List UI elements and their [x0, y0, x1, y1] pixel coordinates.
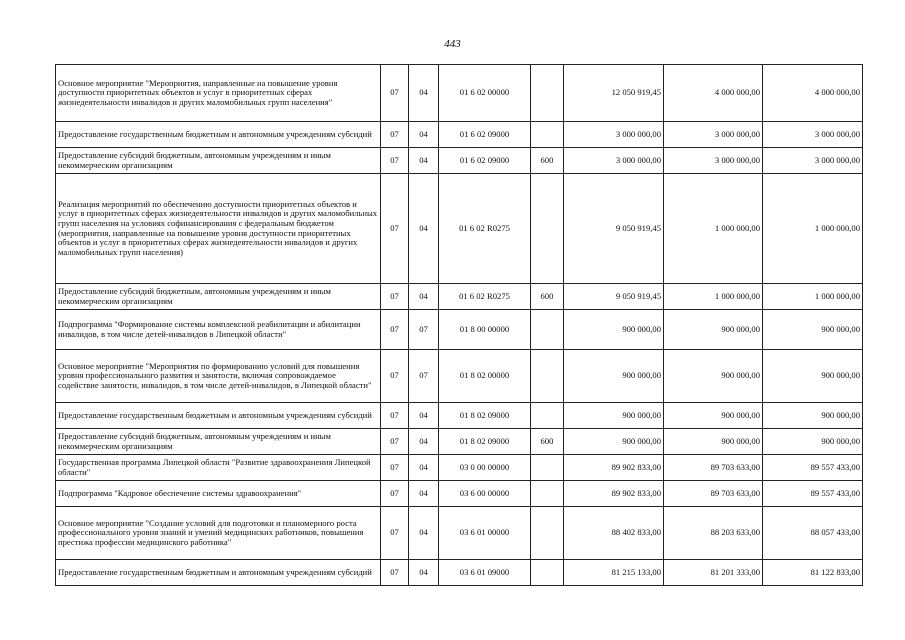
row-expense-type: [531, 481, 564, 507]
table-row: [56, 174, 863, 284]
table-row: [56, 455, 863, 481]
row-target-article: 03 0 00 00000: [439, 455, 531, 481]
row-amount-year1: 12 050 919,45: [564, 65, 664, 122]
row-name: Основное мероприятие "Создание условий для подготовки и планомерного роста профессионального уровня знаний и умений медицинских работников, повышения престижа профессии медицинского работника": [56, 507, 381, 560]
row-expense-type: [531, 350, 564, 403]
row-amount-year1: 900 000,00: [564, 403, 664, 429]
row-section: 07: [381, 507, 409, 560]
row-amount-year1: 9 050 919,45: [564, 174, 664, 284]
page-number: 443: [444, 38, 461, 50]
row-target-article: 01 8 02 09000: [439, 403, 531, 429]
row-subsection: 04: [409, 65, 439, 122]
row-subsection: 04: [409, 174, 439, 284]
row-target-article: 01 6 02 R0275: [439, 174, 531, 284]
row-target-article: 01 6 02 09000: [439, 148, 531, 174]
row-expense-type: 600: [531, 429, 564, 455]
row-name: Подпрограмма "Формирование системы комплексной реабилитации и абилитации инвалидов, в том числе детей-инвалидов в Липецкой области": [56, 310, 381, 350]
row-name: Реализация мероприятий по обеспечению доступности приоритетных объектов и услуг в приоритетных сферах жизнедеятельности инвалидов и других маломобильных групп населения на условиях софинансирования с федеральным бюджетом (мероприятия, направленные на повышение уровня доступности приоритетных объектов и услуг в приоритетных сферах жизнедеятельности инвалидов и других маломобильных групп населения): [56, 174, 381, 284]
row-amount-year3: 81 122 833,00: [763, 560, 863, 586]
row-amount-year2: 900 000,00: [664, 403, 763, 429]
row-section: 07: [381, 122, 409, 148]
row-amount-year1: 3 000 000,00: [564, 122, 664, 148]
table-row: [56, 560, 863, 586]
row-amount-year1: 88 402 833,00: [564, 507, 664, 560]
row-section: 07: [381, 174, 409, 284]
row-subsection: 04: [409, 455, 439, 481]
row-amount-year3: 900 000,00: [763, 429, 863, 455]
row-amount-year3: 4 000 000,00: [763, 65, 863, 122]
row-target-article: 01 8 00 00000: [439, 310, 531, 350]
row-amount-year1: 900 000,00: [564, 310, 664, 350]
row-section: 07: [381, 481, 409, 507]
row-amount-year2: 900 000,00: [664, 310, 763, 350]
row-amount-year1: 89 902 833,00: [564, 455, 664, 481]
row-amount-year3: 88 057 433,00: [763, 507, 863, 560]
row-amount-year3: 900 000,00: [763, 403, 863, 429]
row-section: 07: [381, 560, 409, 586]
row-expense-type: [531, 455, 564, 481]
row-expense-type: [531, 507, 564, 560]
row-name: Основное мероприятие "Мероприятия по формированию условий для повышения уровня профессионального развития и занятости, включая сопровождаемое содействие занятости, инвалидов, в том числе детей-инвалидов, в Липецкой области": [56, 350, 381, 403]
row-expense-type: 600: [531, 284, 564, 310]
row-amount-year2: 900 000,00: [664, 350, 763, 403]
table-row: [56, 148, 863, 174]
row-section: 07: [381, 403, 409, 429]
row-amount-year2: 3 000 000,00: [664, 122, 763, 148]
row-expense-type: 600: [531, 148, 564, 174]
row-expense-type: [531, 174, 564, 284]
row-target-article: 03 6 01 00000: [439, 507, 531, 560]
row-expense-type: [531, 310, 564, 350]
row-name: Предоставление государственным бюджетным и автономным учреждениям субсидий: [56, 560, 381, 586]
row-expense-type: [531, 560, 564, 586]
row-amount-year2: 4 000 000,00: [664, 65, 763, 122]
row-amount-year2: 89 703 633,00: [664, 481, 763, 507]
row-amount-year2: 1 000 000,00: [664, 284, 763, 310]
row-section: 07: [381, 310, 409, 350]
row-subsection: 07: [409, 310, 439, 350]
row-subsection: 04: [409, 507, 439, 560]
row-target-article: 01 6 02 09000: [439, 122, 531, 148]
row-subsection: 04: [409, 481, 439, 507]
row-name: Основное мероприятие "Мероприятия, направленные на повышение уровня доступности приоритетных объектов и услуг в приоритетных сферах жизнедеятельности инвалидов и других маломобильных групп населения": [56, 65, 381, 122]
row-target-article: 01 6 02 R0275: [439, 284, 531, 310]
row-subsection: 04: [409, 122, 439, 148]
row-amount-year1: 900 000,00: [564, 429, 664, 455]
row-target-article: 01 6 02 00000: [439, 65, 531, 122]
row-amount-year3: 3 000 000,00: [763, 148, 863, 174]
table-row: [56, 429, 863, 455]
row-amount-year2: 1 000 000,00: [664, 174, 763, 284]
row-amount-year2: 88 203 633,00: [664, 507, 763, 560]
row-name: Предоставление государственным бюджетным и автономным учреждениям субсидий: [56, 122, 381, 148]
row-amount-year1: 3 000 000,00: [564, 148, 664, 174]
row-target-article: 01 8 02 09000: [439, 429, 531, 455]
row-amount-year1: 900 000,00: [564, 350, 664, 403]
row-amount-year2: 89 703 633,00: [664, 455, 763, 481]
row-subsection: 04: [409, 148, 439, 174]
table-row: [56, 310, 863, 350]
row-amount-year1: 9 050 919,45: [564, 284, 664, 310]
row-amount-year3: 3 000 000,00: [763, 122, 863, 148]
row-target-article: 03 6 00 00000: [439, 481, 531, 507]
table-row: [56, 65, 863, 122]
row-subsection: 04: [409, 403, 439, 429]
row-expense-type: [531, 403, 564, 429]
row-name: Предоставление субсидий бюджетным, автономным учреждениям и иным некоммерческим организациям: [56, 429, 381, 455]
row-amount-year3: 1 000 000,00: [763, 174, 863, 284]
row-amount-year2: 81 201 333,00: [664, 560, 763, 586]
table-row: [56, 122, 863, 148]
row-target-article: 03 6 01 09000: [439, 560, 531, 586]
row-amount-year3: 89 557 433,00: [763, 481, 863, 507]
table-row: [56, 350, 863, 403]
row-expense-type: [531, 122, 564, 148]
row-section: 07: [381, 284, 409, 310]
row-amount-year1: 89 902 833,00: [564, 481, 664, 507]
table-row: [56, 507, 863, 560]
row-amount-year2: 3 000 000,00: [664, 148, 763, 174]
row-subsection: 04: [409, 560, 439, 586]
row-subsection: 04: [409, 284, 439, 310]
row-amount-year1: 81 215 133,00: [564, 560, 664, 586]
row-subsection: 04: [409, 429, 439, 455]
row-amount-year3: 1 000 000,00: [763, 284, 863, 310]
row-name: Государственная программа Липецкой области "Развитие здравоохранения Липецкой области": [56, 455, 381, 481]
budget-table: [55, 64, 863, 586]
row-amount-year3: 89 557 433,00: [763, 455, 863, 481]
row-section: 07: [381, 350, 409, 403]
row-section: 07: [381, 429, 409, 455]
row-name: Подпрограмма "Кадровое обеспечение системы здравоохранения": [56, 481, 381, 507]
row-target-article: 01 8 02 00000: [439, 350, 531, 403]
row-section: 07: [381, 148, 409, 174]
row-section: 07: [381, 65, 409, 122]
row-amount-year3: 900 000,00: [763, 350, 863, 403]
row-name: Предоставление субсидий бюджетным, автономным учреждениям и иным некоммерческим организациям: [56, 284, 381, 310]
row-subsection: 07: [409, 350, 439, 403]
table-row: [56, 403, 863, 429]
row-section: 07: [381, 455, 409, 481]
row-name: Предоставление субсидий бюджетным, автономным учреждениям и иным некоммерческим организациям: [56, 148, 381, 174]
row-amount-year3: 900 000,00: [763, 310, 863, 350]
row-amount-year2: 900 000,00: [664, 429, 763, 455]
row-expense-type: [531, 65, 564, 122]
row-name: Предоставление государственным бюджетным и автономным учреждениям субсидий: [56, 403, 381, 429]
table-row: [56, 481, 863, 507]
table-row: [56, 284, 863, 310]
